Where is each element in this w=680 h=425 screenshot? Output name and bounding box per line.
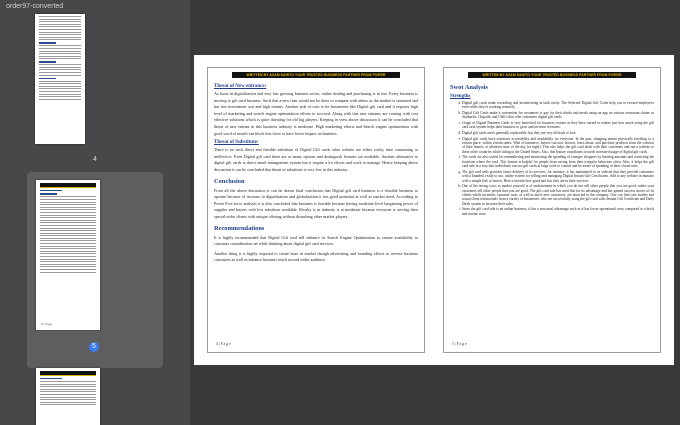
list-item: b. Digital Gift Cards make it convenient for customers to pay for their drinks and meals using an app on various restaurant chains as Starbucks, Chipotle, and Chili's that offer customers digital gift cards. xyxy=(462,111,654,120)
page-banner: WRITTEN BY AZAM SAHITO YOUR TRUSTED BUSINESS PARTNER FROM FIVERR xyxy=(232,72,400,78)
page-thumbnail-5[interactable]: 5 | Page xyxy=(36,180,100,330)
list-item: i. Since the gift card sale is an online business, it has a structural advantage such as it has lower operational costs compared to a brick and mortar store. xyxy=(462,207,654,216)
strengths-list xyxy=(450,101,654,216)
list-item: d. Digital gift cards aren't generally replaceable, but they are very difficult to lose. xyxy=(462,131,654,135)
list-item: e. Digital gift cards have extensive accessibility and availability for everyone. In the past, shopping meant physically traveling to a certain place, within certain times. With eCommerce, buyers can now browse, learn about, and purchase products from the comfort of their homes, at whatever time of the day (or night). This also helps the gift card deals with their customers and run a website to these other countries while sitting in the United States. Also, this feature contributes towards increased usage of digital gift cards. xyxy=(462,137,654,155)
page-4 xyxy=(207,67,425,353)
list-item: f. The cards are also useful for remembering and monitoring the spending of younger shoppers by limiting amounts and restricting the locations where the card. This feature is helpful for people from saving from their irregular behaviors often. Also, it helps the gift card sale in a way that individuals can use gift cards at large scale to control and be aware of spending of their closed ones. xyxy=(462,155,654,168)
thumbnail-page-number: 4 xyxy=(93,156,97,163)
page-title: Swot Analysis xyxy=(450,84,488,91)
list-item: c. Usage of Digital Business Cards is very beneficial for business owners as they have started to realize just how much using the gift card cash system helps their business to grow and increase revenues. xyxy=(462,121,654,130)
page-banner: WRITTEN BY AZAM SAHITO YOUR TRUSTED BUSINESS PARTNER FROM FIVERR xyxy=(468,72,636,78)
page-5 xyxy=(443,67,661,353)
page-number: 4 | P a g e xyxy=(216,342,231,346)
paragraph: From all the above discussion it can be drawn final conclusion that Digital gift card business is a feasible business to operate because of increase in digitalization and globalization it has good potential as well as market need. According to Porter Five force analysis it is also concluded that business is feasible because having moderate level bargaining power of supplier and buyers with low substitute available. Rivalry is in industry is at moderate because everyone is serving their special niche clients with unique offering without disturbing other market players. xyxy=(214,187,418,219)
paragraph: It is highly recommended that Digital Gift card sell enhance its Search Engine Optimization to ensure availability to customer consideration set while thinking about digital gift card services. xyxy=(214,234,418,247)
list-item: a. Digital gift cards make rewarding and incentivizing in bulk easily. The Selected Digital Gift Cards help you to reward employees even while they're working remotely. xyxy=(462,101,654,110)
paragraph: As boost in digitalization and very fast growing business sector, online dealing and purchasing is in rise. Every business is moving to gift card business. Such that a new firm would not be there to compete with others as the market is saturated and has low investment cost and high returns. Another side of coin is for businesses like Digital gift card and it requires high level of marketing and search engine optimization efforts to succeed. Along with this new entrants are coming with cost effective solutions which is quite threating for old big players. Keeping in view above discussion it can be concluded that threat of new entrant in this business industry is moderate. High marketing efforts and Search engine optimization with good word of mouth can block this force or have lower impact on business. xyxy=(214,91,418,136)
section-heading: Recommendations xyxy=(214,224,265,232)
section-heading: Conclusion xyxy=(214,177,245,185)
paragraph: There is no such direct and feasible substitute of Digital Gift cards other website are either costly, time consuming or ineffective. Even Digital gift card there are so many options and distinguish features are available. Another alternative to digital gift cards is direct email management system but it require a lot efforts and work to manage. Hence keeping above discussion it can be concluded that threat of substitute is very low in this industry. xyxy=(214,147,418,172)
list-item: g. The gift card sells provides faster delivery of its services, for instance, it has maintained to its website that they provide customers with a branded, ready to use, online system for selling and managing Digital Instant Gift Certificates. Add to any website in minutes with a simple link or button. Here it intends how good and fast they are in their services. xyxy=(462,170,654,183)
section-heading: Strengths xyxy=(450,94,471,99)
page-thumbnail-6[interactable] xyxy=(36,368,100,425)
thumbnail-page-number-selected: 5 xyxy=(89,342,99,352)
thumbnail-sidebar xyxy=(0,0,190,425)
section-heading: Threat of Substitute: xyxy=(214,140,259,146)
section-heading: Threat of New entrance: xyxy=(214,84,267,89)
page-thumbnail-4[interactable] xyxy=(35,14,85,144)
document-viewer[interactable] xyxy=(190,0,680,425)
page-number: 5 | P a g e xyxy=(452,342,467,346)
paragraph: Another thing it is highly required to create buzz in market though advertising and branding efforts to reverse business customers as well as enhance business reach toward wider audience. xyxy=(214,250,418,263)
page-spread xyxy=(194,55,674,365)
list-item: h. One of the strong ways to market yourself is of endorsement in which you do not sell other people that you are good, rather your customers tell other people that you are good. The gift card sale has used this for its advantage and has gained success stories of its clients which increases customer trust, as well as move new customers, are attracted to the company. One can find case studies and actual client testimonials from a variety of businesses, who are successfully using the gift card sales Instant Gift Certificate and Daily Deals system to increase their sales. xyxy=(462,184,654,206)
document-title: order97-converted xyxy=(6,3,64,10)
